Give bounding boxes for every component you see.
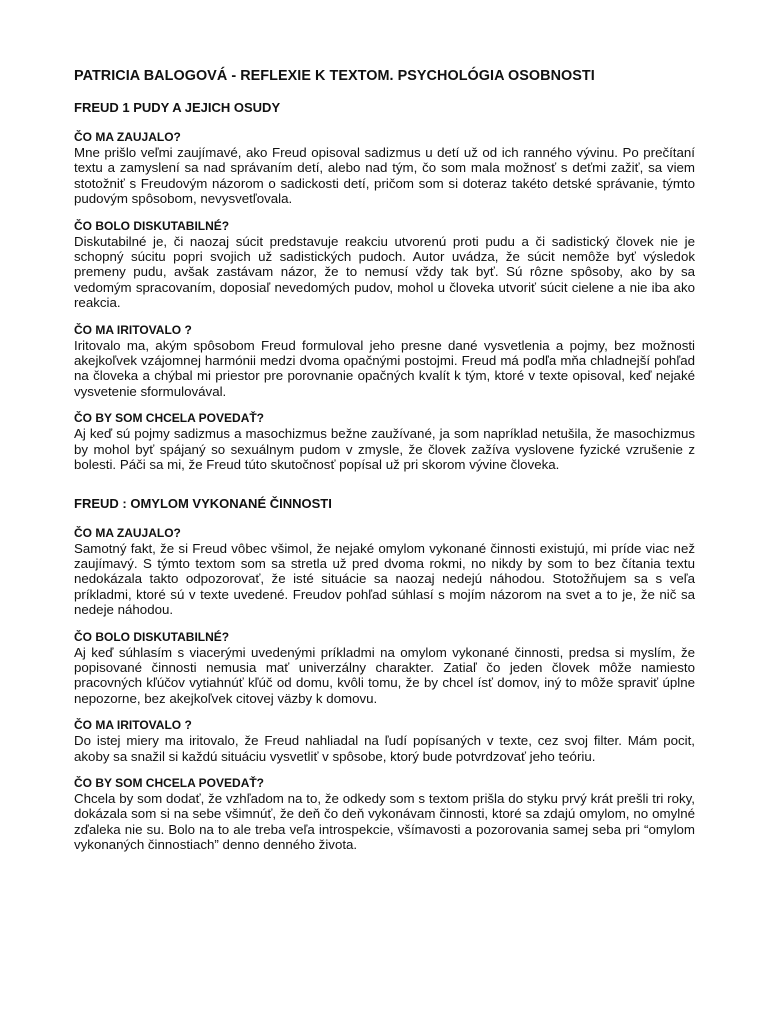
answer-paragraph: Mne prišlo veľmi zaujímavé, ako Freud opisoval sadizmus u detí už od ich ranného vývinu. Po prečítaní textu a zamyslení sa nad správaním detí, alebo nad tým, čo som mala možnosť s deťmi zažiť, sa viem stotožniť s Freudovým názorom o sadickosti detí, pričom som si doteraz takéto detské správanie, týmto pudovým spôsobom, nevysvetľovala.: [74, 145, 695, 207]
document-content: [74, 67, 695, 865]
qa-block: [74, 718, 695, 764]
qa-block: [74, 323, 695, 400]
question-heading: ČO MA ZAUJALO?: [74, 130, 181, 144]
answer-paragraph: Diskutabilné je, či naozaj súcit predstavuje reakciu utvorenú proti pudu a či sadistický človek nie je schopný súcitu popri svojich už sadistických pudoch. Autor uvádza, že súcit nemôže byť výsledok premeny pudu, avšak zastávam názor, že to nemusí vždy tak byť. Sú rôzne spôsoby, ako by sa vedomým spracovaním, doposiaľ nevedomých pudov, mohol u človeka utvoriť súcit cielene a nie iba ako reakcia.: [74, 233, 695, 311]
answer-paragraph: Samotný fakt, že si Freud vôbec všimol, že nejaké omylom vykonané činnosti existujú, mi príde viac než zaujímavý. S týmto textom som sa stretla už pred dvoma rokmi, no nikdy by som to bez čítania textu nedokázala takto odpozorovať, že isté situácie sa naozaj nedejú náhodou. Stotožňujem sa s veľa príkladmi, ktoré sú v texte uvedené. Freudov pohľad súhlasí s mojím názorom na svet a to je, že nič sa nedeje náhodou.: [74, 540, 695, 618]
answer-paragraph: Aj keď súhlasím s viacerými uvedenými príkladmi na omylom vykonané činnosti, predsa si myslím, že popisované činnosti nemusia mať univerzálny charakter. Zatiaľ čo jeden človek môže namiesto pracovných kľúčov vytiahnúť kľúč od domu, kvôli tomu, že by chcel ísť domov, iný to môže spraviť úplne nepozorne, bez akejkoľvek citovej väzby k domovu.: [74, 644, 695, 706]
answer-paragraph: Aj keď sú pojmy sadizmus a masochizmus bežne zaužívané, ja som napríklad netušila, že masochizmus by mohol byť spájaný so sexuálnym pudom v zmysle, že človek zažíva vyslovene fyzické vzrušenie z bolesti. Páči sa mi, že Freud túto skutočnosť popísal už pri skorom vývine človeka.: [74, 426, 695, 473]
question-heading: ČO MA IRITOVALO ?: [74, 718, 192, 733]
section-heading: FREUD : OMYLOM VYKONANÉ ČINNOSTI: [74, 495, 332, 511]
qa-block: [74, 630, 695, 707]
qa-block: [74, 776, 695, 853]
answer-paragraph: Chcela by som dodať, že vzhľadom na to, že odkedy som s textom prišla do styku prvý krát prešli tri roky, dokázala som si na sebe všimnúť, že deň čo deň vykonávam činnosti, ktoré sa zdajú omylom, no omylné zďaleka nie su. Bolo na to ale treba veľa introspekcie, všímavosti a pozorovania samej seba pri “omylom vykonaných činnostiach” denno denného života.: [74, 790, 695, 853]
question-heading: ČO BOLO DISKUTABILNÉ?: [74, 629, 230, 644]
question-heading: ČO BY SOM CHCELA POVEDAŤ?: [74, 411, 265, 426]
qa-block: [74, 526, 695, 618]
section-freud-pudy: [74, 100, 695, 473]
answer-paragraph: Iritovalo ma, akým spôsobom Freud formuloval jeho presne dané vysvetlenia a pojmy, bez možnosti akejkoľvek vzájomnej harmónii medzi dvoma opačnými postojmi. Freud má podľa mňa chladnejší pohľad na človeka a chýbal mi priestor pre porovnanie opačných kvalít k tým, ktoré v texte opisoval, keď nejaké vysvetenie sformulovával.: [74, 337, 695, 399]
qa-block: [74, 130, 695, 207]
question-heading: ČO BY SOM CHCELA POVEDAŤ?: [74, 775, 265, 790]
qa-block: [74, 411, 695, 472]
document-title: PATRICIA BALOGOVÁ - REFLEXIE K TEXTOM. PSYCHOLÓGIA OSOBNOSTI: [74, 68, 595, 84]
question-heading: ČO MA ZAUJALO?: [74, 525, 181, 540]
section-heading: FREUD 1 PUDY A JEJICH OSUDY: [74, 100, 281, 115]
section-omylom-vykonane: [74, 496, 695, 853]
question-heading: ČO MA IRITOVALO ?: [74, 322, 192, 337]
qa-block: [74, 219, 695, 311]
question-heading: ČO BOLO DISKUTABILNÉ?: [74, 218, 230, 233]
answer-paragraph: Do istej miery ma iritovalo, že Freud nahliadal na ľudí popísaných v texte, cez svoj filter. Mám pocit, akoby sa snažil si každú situáciu vysvetliť v spôsobe, ktorý bude potvrdzovať jeho teóriu.: [74, 733, 695, 764]
